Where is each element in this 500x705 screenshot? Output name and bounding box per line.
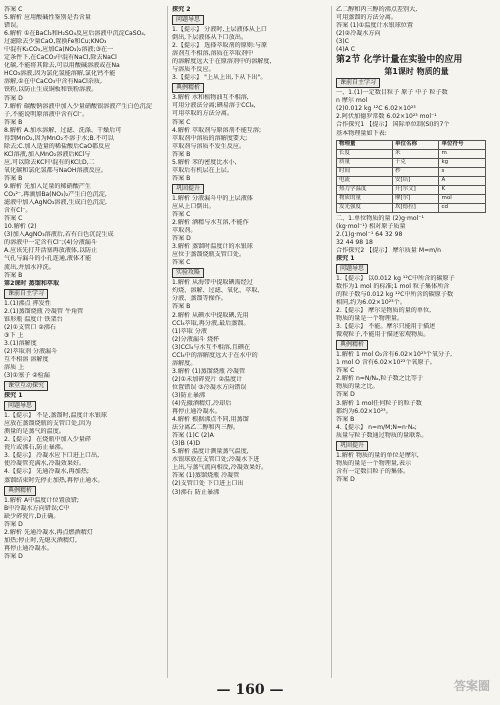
text-line: 互不相溶 溶解度 — [4, 355, 49, 363]
section-tag: 典例精析 — [172, 83, 204, 93]
text-line — [336, 440, 497, 452]
text-line: 2.解析 先通冷凝水,再点燃酒精灯 — [4, 528, 93, 536]
text-line: 可用萃取的方法分离。 — [172, 110, 233, 118]
text-line: 1 mol O 含有6.02×10²³个氧原子。 — [336, 359, 436, 367]
text-line: 2.解析 酒精与水互溶,不能作 — [172, 219, 249, 227]
text-line: 32 44 98 18 — [336, 238, 373, 246]
text-line: 加热;停止时,先熄灭酒精灯, — [4, 536, 77, 544]
text-line: 2.(1)蒸馏烧瓶 冷凝管 牛角管 — [4, 307, 84, 315]
text-line: 氧化碳和氯化氢都与NaOH溶液反应。 — [4, 166, 107, 174]
table-row — [337, 167, 486, 176]
text-line: 的粒子数与0.012 kg ¹²C中所含的碳原子数 — [336, 290, 454, 298]
text-line: 萃取剂。 — [172, 227, 197, 235]
text-line: (3)①塞子 ②检漏 — [4, 372, 50, 380]
text-line: 滤液中加入AgNO₃溶液,生成白色沉淀, — [4, 199, 107, 207]
text-line: 6.解析 ①在BaCl₂和H₂SO₄反应后溶液中沉淀CaSO₄, — [4, 30, 146, 38]
text-line: 10.解析 (2) — [4, 223, 37, 231]
table-cell: A — [439, 176, 486, 185]
text-line: 基本物理量如下表: — [336, 129, 387, 137]
text-line: 数作为1 mol 的标准;1 mol 粒子集体所含 — [336, 282, 450, 290]
text-line: 1.解析 从海带中提取碘需经过 — [172, 279, 253, 287]
text-line: 使冷凝管充满水,冷凝效果好。 — [4, 460, 86, 468]
text-line — [4, 485, 156, 497]
text-line: 3.解析 1 mol任何粒子的粒子数 — [336, 399, 422, 407]
table-cell: 米 — [392, 149, 439, 158]
text-line — [172, 183, 324, 195]
text-line: (2)萃取剂 分液漏斗 — [4, 347, 58, 355]
text-line: (2)分液漏斗 烧杯 — [172, 335, 220, 343]
text-line: 2.【提示】 摩尔是物质的量的单位, — [336, 307, 432, 315]
text-line: 4.【提示】 n=m/M;N=n·Nₐ; — [336, 423, 417, 431]
section-tag: 问题导思 — [172, 15, 204, 25]
text-line: 1.解析 1 mol O₂含有6.02×10²³个氧分子, — [336, 351, 453, 359]
text-line: 3.【提示】 "上从上出,下从下出"。 — [172, 74, 267, 82]
table-row — [337, 149, 486, 158]
table-row — [337, 158, 486, 167]
text-line: (2)②冷凝水方向 — [336, 30, 381, 38]
text-line: 3.解析 蒸馏时温度计的水银球 — [172, 243, 253, 251]
table-cell: 热力学温度 — [337, 185, 393, 194]
text-line: 过滤除去少量CaO,置换Fe和Cu;KNO₃ — [4, 38, 107, 46]
table-cell: 千克 — [392, 158, 439, 167]
text-line: 的溶液中一定含有Cl⁻;(4)分液漏斗 — [4, 239, 97, 247]
text-line: 再停止通冷凝水。 — [4, 544, 53, 552]
text-line: 2.(1)g·mol⁻¹ 64 32 98 — [336, 230, 403, 238]
text-line: (4)A C — [336, 46, 355, 54]
text-line: 合作探究1 【提示】 国际单位制(SI)的7个 — [336, 121, 450, 129]
section-tag: 课前自主学习 — [336, 78, 380, 88]
text-line: 4.【提示】 先通冷凝水,再加热; — [4, 468, 89, 476]
text-line: CCl₄中的溶解度远大于在水中的 — [172, 351, 258, 359]
text-line: 7.解析 碳酸钠溶液中加入少量硝酸银溶液产生白色沉淀 — [4, 102, 152, 110]
text-line: 气孔与漏斗的小孔连通,液体才能 — [4, 255, 92, 263]
text-line: 一、1.(1)一定数目粒子 原子 中子 粒子数 — [336, 89, 448, 97]
text-line: 含有Cl⁻。 — [4, 207, 32, 215]
column-right-text-b — [336, 215, 497, 484]
table-cell: 开[尔文] — [392, 185, 439, 194]
text-line: (2)①未加碎瓷片 ②温度计 — [172, 375, 243, 383]
text-line: (3)B (4)D — [172, 440, 201, 448]
text-line: B中冷凝水方向错误;C中 — [4, 504, 70, 512]
text-line: 的溶解度远大于在原溶剂中的溶解度, — [172, 58, 272, 66]
text-line: 答案 B — [4, 271, 23, 279]
text-line: 得到MnO₂,因为MnO₂不溶于水;B.不可以 — [4, 134, 114, 142]
section-tag: 课堂互动探究 — [4, 381, 48, 391]
column-middle — [167, 6, 324, 678]
text-line — [172, 267, 324, 279]
text-line: 定条件下,在CaCO₃中混有NaCl,除去NaCl — [4, 54, 117, 62]
text-line: 含有一定数目粒子的集体。 — [336, 467, 410, 475]
table-cell: 秒 — [392, 167, 439, 176]
text-line: 3.【提示】 不能。摩尔只能用于描述 — [336, 323, 436, 331]
text-line: 溶解,①在中CaCO₃中含有NaCl杂质, — [4, 78, 102, 86]
text-line: 4.解析 根据沸点不同,用蒸馏 — [172, 416, 249, 424]
text-line: 流出,并加水冲洗。 — [4, 263, 55, 271]
text-line — [4, 380, 156, 392]
text-line: HCO₃溶液,因为氯化氢能溶解,氯化钙不能 — [4, 70, 116, 78]
lesson-title: 第1课时 物质的量 — [384, 67, 449, 77]
text-line: 位置错误 ③冷凝水方向错误 — [172, 383, 247, 391]
section-tag: 实验攻略 — [172, 268, 204, 278]
text-line: 答案 B — [172, 174, 191, 182]
text-line: 3.【提示】 冷凝水应下口进上口出, — [4, 452, 100, 460]
text-line: 与溶质不反应。 — [172, 66, 215, 74]
text-line: 错误。 — [4, 22, 23, 30]
text-line: 水银球放在支管口处;冷凝水下进 — [172, 456, 260, 464]
table-cell: cd — [439, 203, 486, 212]
text-line: 9.解析 先加入足量的稀硝酸产生 — [4, 183, 91, 191]
text-line: 倒出,下层液体从下口放出。 — [172, 34, 248, 42]
section-tag: 典例精析 — [336, 340, 368, 350]
section-tag: 课前自主学习 — [4, 289, 48, 299]
text-line: (2)支管口处 下口进上口出 — [172, 480, 244, 488]
text-line: 物质的量是一个物理量。 — [336, 315, 404, 323]
text-line: (2)0.012 kg ¹²C 6.02×10²³ — [336, 105, 416, 113]
text-line: 答案 D — [336, 391, 355, 399]
table-cell: 单位符号 — [439, 140, 486, 149]
table-cell: m — [439, 149, 486, 158]
text-line: CCl₄萃取,再分液,最后蒸馏。 — [172, 319, 250, 327]
table-cell: 质量 — [337, 158, 393, 167]
text-line — [172, 82, 324, 94]
table-cell: 时间 — [337, 167, 393, 176]
table-cell: 发光强度 — [337, 203, 393, 212]
text-line: 物质的量之比。 — [336, 383, 379, 391]
answer-page — [4, 6, 496, 696]
text-line: 缺少碎瓷片,D正确。 — [4, 512, 60, 520]
si-units-table — [336, 140, 486, 213]
text-line: 5.解析 应用酸碱性鉴别是否含量 — [4, 14, 91, 22]
text-line — [4, 288, 156, 300]
text-line: 1.解析 物质的量的单位是摩尔, — [336, 451, 419, 459]
text-line: 中混有K₂CO₃,应加Ca(NO₃)₂溶液;③在一 — [4, 46, 114, 54]
table-cell: 长度 — [337, 149, 393, 158]
text-line: (2)①支管口 ②沸石 — [4, 323, 56, 331]
text-line: 1.【提示】 分液时,上层液体从上口 — [172, 26, 268, 34]
text-line: 答案 D — [4, 94, 23, 102]
text-line: (3)C — [336, 38, 349, 46]
text-line — [336, 263, 497, 275]
text-line: 1.(1)沸点 挥发性 — [4, 299, 51, 307]
text-line — [172, 14, 324, 26]
text-line: 3.解析 水和植物油互不相溶, — [172, 94, 249, 102]
text-line: 3.(1)溶解度 — [4, 339, 37, 347]
text-line: 蒸馏结束时先停止加热,再停止通水。 — [4, 476, 104, 484]
text-line: 答案 C — [172, 210, 191, 218]
text-line: 可用分液法分离;碘易溶于CCl₄, — [172, 102, 256, 110]
text-line: 答案 D — [336, 475, 355, 483]
text-line: ③下 上 — [4, 331, 24, 339]
text-line: 答案 C — [4, 6, 23, 13]
text-line: 答案 C — [4, 215, 23, 223]
text-line: 1.【提示】 不是,蒸馏时,温度计水银球 — [4, 412, 108, 420]
text-line: 瓷片或沸石,防止暴沸。 — [4, 444, 67, 452]
text-line: 答案 B — [4, 174, 23, 182]
text-line: 应放在蒸馏烧瓶的支管口处,因为 — [4, 420, 92, 428]
text-line: 第2课时 蒸馏和萃取 — [4, 279, 60, 287]
text-line: 2.【提示】 在烧瓶中加入少量碎 — [4, 436, 91, 444]
table-cell: s — [439, 167, 486, 176]
text-line: 8.解析 A.加水溶解、过滤、洗涤、干燥后可 — [4, 126, 122, 134]
table-row — [337, 203, 486, 212]
section-tag: 问题导思 — [336, 264, 368, 274]
text-line: 3.解析 (1)蒸馏烧瓶 冷凝管 — [172, 367, 246, 375]
page-number: — 160 — — [216, 682, 284, 698]
table-cell: K — [439, 185, 486, 194]
text-line: 应位于蒸馏烧瓶支管口处。 — [172, 251, 246, 259]
text-line: (3)CCl₄与水互不相溶,且碘在 — [172, 343, 251, 351]
text-line: 锥形瓶 温度计 铁架台 — [4, 315, 63, 323]
text-line: 2.解析 n=N/Nₐ,粒子数之比等于 — [336, 375, 424, 383]
table-row — [337, 140, 486, 149]
text-line: 答案 C — [336, 367, 355, 375]
text-line: 4.解析 萃取剂与原溶剂不能互溶; — [172, 126, 262, 134]
text-line: 答案 C — [172, 118, 191, 126]
text-line: 2.【提示】 选择萃取剂的原则:与原 — [172, 42, 268, 50]
text-line: 探究 2 — [172, 6, 191, 13]
text-line: 溶剂互不相溶,溶质在萃取剂中 — [172, 50, 254, 58]
text-line: 溶解度。 — [172, 359, 197, 367]
table-cell: 坎[德拉] — [392, 203, 439, 212]
section-title: 第2节 化学计量在实验中的应用 — [336, 55, 463, 66]
table-cell: 摩[尔] — [392, 194, 439, 203]
text-line — [336, 77, 497, 89]
text-line: 相同,约为6.02×10²³个。 — [336, 298, 406, 306]
section-tag: 巩固提升 — [336, 441, 368, 451]
text-line: 可用蒸馏的方法分离。 — [336, 14, 397, 22]
text-line: 答案 D — [4, 552, 23, 560]
text-line: 2.阿伏加德罗常数 6.02×10²³ mol⁻¹ — [336, 113, 437, 121]
text-line: (3)加入AgNO₃溶液后,若有白色沉淀生成 — [4, 231, 114, 239]
text-line: (1)萃取 分液 — [172, 327, 207, 335]
text-line: 化碳,不能将其除去,可以用酸碱溶液或在Na — [4, 62, 120, 70]
text-line: 都约为6.02×10²³。 — [336, 407, 392, 415]
text-line: 探究 1 — [4, 392, 23, 400]
text-line: CO₃²⁻,再滴加Ba(NO₃)₂产生白色沉淀, — [4, 191, 107, 199]
text-line: 质量与粒子数通过物质的量联系。 — [336, 431, 428, 439]
text-line: 5.解析 苯的密度比水小, — [172, 158, 237, 166]
table-cell: 安[培] — [392, 176, 439, 185]
text-line: 答案 B — [4, 118, 23, 126]
text-line: 铁粉,以防止生成铜板和铁粉溶液。 — [4, 86, 98, 94]
column-right — [331, 6, 497, 678]
text-line — [336, 339, 497, 351]
text-line: KCl溶液,加入MnO₂溶液后KCl与 — [4, 150, 91, 158]
text-line: 除去;C.加入适量的稀盐酸后CaO都反应 — [4, 142, 111, 150]
text-line: 分液、蒸馏等操作。 — [172, 295, 227, 303]
column-left — [4, 6, 156, 678]
table-cell: mol — [439, 194, 486, 203]
section-tag: 巩固提升 — [172, 184, 204, 194]
text-line: 答案 B — [172, 303, 191, 311]
column-right-text-a — [336, 77, 497, 137]
column-right-top-text — [336, 6, 497, 54]
text-line: 答案 C — [172, 259, 191, 267]
text-line — [4, 400, 156, 412]
text-line: n 摩尔 mol — [336, 97, 368, 105]
text-line: 答案 B — [336, 415, 355, 423]
text-line: 萃取剂中溶质的溶解度要大; — [172, 134, 248, 142]
text-line: 答案 (1)①温度计水银球位置 — [336, 22, 413, 30]
text-line: 物质的量是一个物理量,表示 — [336, 459, 412, 467]
text-line: 2.解析 从碘水中提取碘,先用 — [172, 311, 249, 319]
text-line: (4)先撤酒精灯,冷却后 — [172, 400, 232, 408]
table-cell: 物理量 — [337, 140, 393, 149]
text-line: 1.解析 A中温度计位置放错; — [4, 496, 79, 504]
table-cell: 单位名称 — [392, 140, 439, 149]
text-line: 应,可以除去KCl中混有的KCl;D,二 — [4, 158, 95, 166]
text-line: 应从上口倒出。 — [172, 202, 215, 210]
text-line: 微观粒子,不能用于描述宏观物质。 — [336, 331, 430, 339]
text-line: 合作探究2 【提示】 摩尔质量 M=m/n — [336, 246, 442, 254]
text-line: 答案 B — [172, 150, 191, 158]
table-cell: 电流 — [337, 176, 393, 185]
text-line: (3)防止暴沸 — [172, 391, 206, 399]
text-line: 答案 (1)蒸馏烧瓶 冷凝管 — [172, 472, 240, 480]
text-line: 测量的是蒸气的温度。 — [4, 428, 65, 436]
table-row — [337, 185, 486, 194]
text-line: 萃取剂与溶质不发生反应。 — [172, 142, 246, 150]
text-line: 子,不能说明原溶液中含有Cl⁻。 — [4, 110, 89, 118]
section-tag: 问题导思 — [4, 401, 36, 411]
text-line: 溶质 上 — [4, 364, 25, 372]
text-line: 1.【提示】 以0.012 kg ¹²C中所含的碳原子 — [336, 274, 455, 282]
text-line: A.应该先打开活塞再放液体,以防止 — [4, 247, 98, 255]
text-line: 5.解析 温度计测量蒸气温度, — [172, 448, 249, 456]
text-line: 答案 D — [172, 235, 191, 243]
text-line: 再停止通冷凝水。 — [172, 408, 221, 416]
text-line: 答案 D — [4, 520, 23, 528]
table-cell: kg — [439, 158, 486, 167]
table-row — [337, 176, 486, 185]
text-line: 上出,与蒸气流向相反,冷凝效果好。 — [172, 464, 268, 472]
section-tag: 典例精析 — [4, 486, 36, 496]
text-line: 二、1.单位物质的量 (2)g·mol⁻¹ — [336, 214, 424, 222]
text-line: 1.解析 分液漏斗中的上层液体 — [172, 194, 253, 202]
text-line: 答案 (1)C (2)A — [172, 432, 214, 440]
table-cell: 物质的量 — [337, 194, 393, 203]
watermark-logo: 答案圈 — [453, 679, 490, 693]
text-line: 灼烧、溶解、过滤、氧化、萃取、 — [172, 287, 264, 295]
text-line: 萃取后有机层在上层。 — [172, 166, 233, 174]
text-line: 法分离乙二醇和丙三醇。 — [172, 424, 240, 432]
text-line: (3)沸石 防止暴沸 — [172, 488, 220, 496]
table-row — [337, 194, 486, 203]
text-line: 探究 1 — [336, 254, 355, 262]
text-line: (kg·mol⁻¹) 相对原子质量 — [336, 222, 406, 230]
text-line: 乙二醇和丙三醇的沸点差别大, — [336, 6, 418, 13]
